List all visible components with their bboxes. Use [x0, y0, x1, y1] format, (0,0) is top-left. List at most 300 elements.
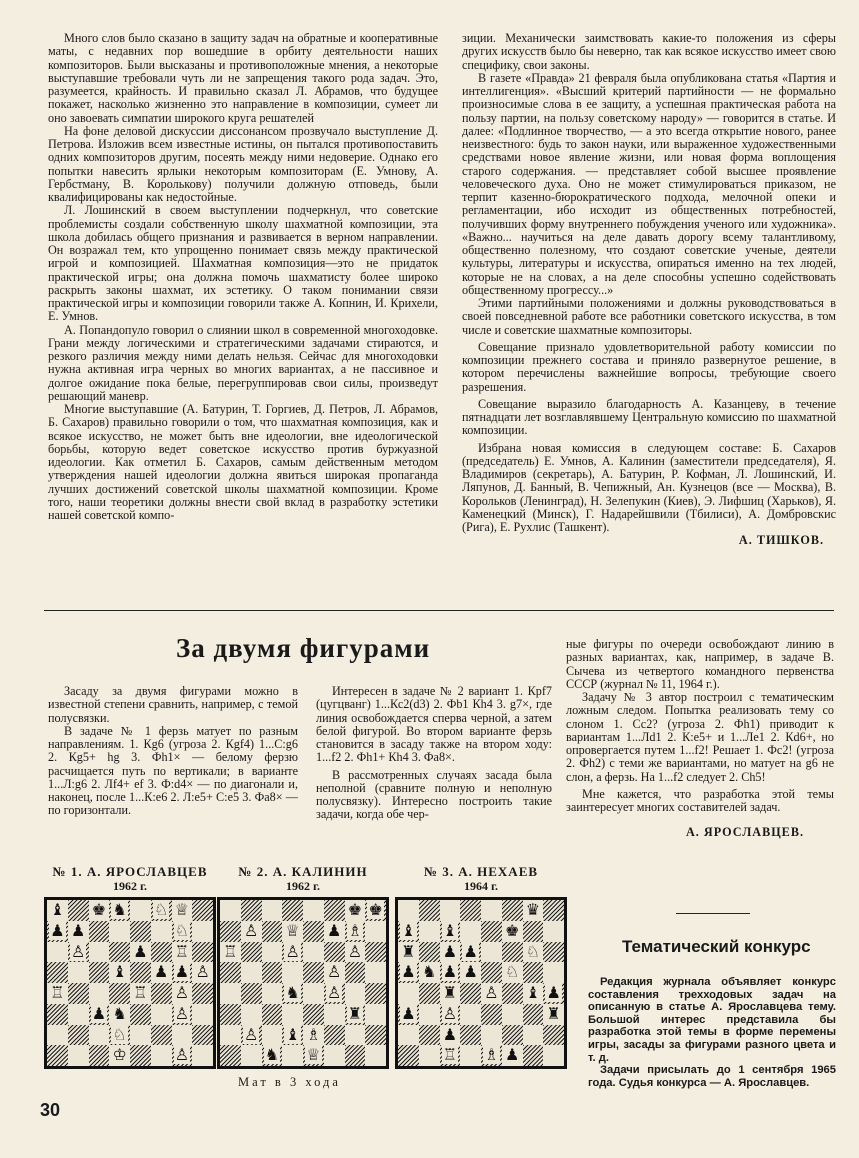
diagram-year: 1964 г.	[463, 879, 499, 893]
chess-piece-icon: ♜	[347, 1003, 363, 1023]
chess-piece-icon: ♙	[326, 983, 342, 1002]
board-square	[523, 900, 544, 921]
board-square	[151, 1025, 172, 1046]
board-square	[502, 921, 523, 942]
board-square	[365, 1025, 386, 1046]
section-divider	[44, 610, 834, 611]
chess-piece-icon: ♞	[264, 1045, 280, 1065]
board-square	[481, 1004, 502, 1025]
board-square	[440, 1045, 461, 1066]
board-square	[241, 942, 262, 963]
article-column-1	[48, 685, 298, 818]
board-square	[440, 983, 461, 1004]
board-square	[68, 942, 89, 963]
board-square	[47, 900, 68, 921]
board-square	[47, 921, 68, 942]
chess-piece-icon: ♚	[347, 900, 363, 919]
board-square	[460, 983, 481, 1004]
chess-piece-icon: ♛	[525, 900, 541, 919]
chess-piece-icon: ♝	[442, 920, 458, 940]
board-square	[440, 900, 461, 921]
chess-piece-icon: ♙	[174, 983, 190, 1002]
chess-piece-icon: ♟	[326, 920, 342, 940]
board-square	[109, 921, 130, 942]
chess-piece-icon: ♞	[112, 1003, 127, 1023]
board-square	[241, 1045, 262, 1066]
board-square	[241, 1025, 262, 1046]
chess-piece-icon: ♟	[442, 962, 458, 982]
diagram-year: 1962 г.	[285, 879, 321, 893]
board-square	[543, 1045, 564, 1066]
chess-piece-icon: ♚	[368, 900, 383, 919]
chess-piece-icon: ♝	[285, 1024, 300, 1044]
chess-piece-icon: ♙	[285, 941, 300, 961]
board-square	[47, 1004, 68, 1025]
board-square	[192, 1004, 213, 1025]
board-square	[151, 983, 172, 1004]
chess-piece-icon: ♝	[50, 900, 65, 919]
board-square	[130, 921, 151, 942]
article-column-3	[566, 638, 834, 840]
board-square	[419, 921, 440, 942]
board-square	[192, 962, 213, 983]
board-square	[109, 1045, 130, 1066]
chess-piece-icon: ♘	[525, 941, 541, 961]
board-square	[502, 1025, 523, 1046]
board-square	[241, 1004, 262, 1025]
paragraph: В рассмотренных случаях засада была неполной (сравните полную и неполную полусвязку). Интересно построить такие задачи, когда обе чер-	[316, 767, 552, 822]
board-square	[460, 1045, 481, 1066]
chess-piece-icon: ♘	[153, 900, 169, 919]
board-square	[345, 1045, 366, 1066]
board-square	[89, 962, 110, 983]
board-square	[460, 1025, 481, 1046]
board-square	[324, 1004, 345, 1025]
paragraph: Многие выступавшие (А. Батурин, Т. Горгиев, Д. Петров, Л. Абрамов, Б. Сахаров) правильно говорили о том, что шахматная композиция, как и всякое искусство, не может быть вне идеологии, вне идеологической борьбы, которую ведет советское искусство против буржуазной идеологии. Как отметил Б. Сахаров, самым действенным методом утверждения нашей идеологии должна явиться широкая пропаганда лучших достижений советской школы шахматной композиции. Кроме того, наши теоретики должны внести свой вклад в разработку эстетики нашей советской компо-	[48, 402, 438, 522]
board-square	[220, 942, 241, 963]
board-square	[365, 962, 386, 983]
chess-piece-icon: ♕	[174, 900, 190, 919]
chess-piece-icon: ♙	[70, 941, 86, 961]
board-square	[192, 1045, 213, 1066]
board-square	[241, 921, 262, 942]
board-square	[47, 1025, 68, 1046]
chess-board	[217, 897, 389, 1069]
board-square	[109, 1004, 130, 1025]
board-square	[130, 1025, 151, 1046]
paragraph: Много слов было сказано в защиту задач на обратные и кооперативные маты, с недавних пор вошедшие в орбиту деятельности наших композиторов. Были высказаны и противоположные мнения, а некоторые выступавшие требовали чуть ли не запрещения такого рода задач. Это, разумеется, крайность. И правильно сказал Л. Абрамов, что будущее покажет, насколько жизненно это направление в композиции, сумеет ли оно завоевать симпатии широкого круга решателей	[48, 31, 438, 125]
board-square	[460, 900, 481, 921]
paragraph: Избрана новая комиссия в следующем составе: Б. Сахаров (председатель) Е. Умнов, А. Калинин (заместители председателя), Я. Владимиров (секретарь), А. Батурин, Р. Кофман, Л. Лошинский, И. Ляпунов, Д. Банный, В. Чепижный, Ан. Кузнецов (все — Москва), В. Корольков (Ленинград), Н. Зелепукин (Киев), Э. Лифшиц (Харьков), Я. Каменецкий (Минск), Г. Надарейшвили (Тбилиси), А. Домбровскис (Рига), Е. Рухлис (Ташкент).	[462, 440, 836, 534]
board-square	[345, 921, 366, 942]
board-square	[365, 1045, 386, 1066]
board-square	[282, 942, 303, 963]
board-square	[324, 983, 345, 1004]
chess-piece-icon: ♝	[525, 983, 541, 1002]
chess-piece-icon: ♙	[243, 1024, 259, 1044]
board-square	[398, 983, 419, 1004]
board-square	[262, 1045, 283, 1066]
board-square	[109, 983, 130, 1004]
board-square	[282, 1025, 303, 1046]
chess-piece-icon: ♞	[421, 962, 437, 982]
chess-piece-icon: ♟	[50, 920, 65, 940]
board-square	[109, 942, 130, 963]
chess-piece-icon: ♚	[91, 900, 107, 919]
board-square	[172, 1025, 193, 1046]
board-square	[543, 1025, 564, 1046]
board-square	[543, 921, 564, 942]
board-square	[365, 1004, 386, 1025]
board-square	[68, 921, 89, 942]
chess-piece-icon: ♙	[442, 1003, 458, 1023]
board-square	[220, 1004, 241, 1025]
chess-board	[44, 897, 216, 1069]
board-square	[398, 921, 419, 942]
board-square	[502, 900, 523, 921]
board-square	[220, 962, 241, 983]
chess-piece-icon: ♕	[285, 920, 300, 940]
article-title: За двумя фигурами	[176, 633, 431, 663]
paragraph: Редакция журнала объявляет конкурс составления трехходовых задач на описанную в статье А. Ярославцева тему. Большой интерес представила бы разработка этой темы в форме перемены игры, засады за фигурами разного цвета и т. д.	[588, 976, 836, 1064]
board-square	[324, 1045, 345, 1066]
board-square	[345, 962, 366, 983]
board-square	[130, 962, 151, 983]
board-square	[398, 962, 419, 983]
article-column-2	[316, 685, 552, 822]
board-square	[460, 1004, 481, 1025]
board-square	[172, 1045, 193, 1066]
board-square	[523, 1045, 544, 1066]
board-square	[345, 942, 366, 963]
paragraph: Совещание признало удовлетворительной работу комиссии по композиции прежнего состава и приняло развернутое решение, в котором перечислены важнейшие вопросы, требующие своего разрешения.	[462, 339, 836, 394]
board-square	[303, 962, 324, 983]
board-square	[68, 1004, 89, 1025]
board-square	[419, 1004, 440, 1025]
board-square	[220, 1025, 241, 1046]
chess-piece-icon: ♟	[133, 941, 148, 961]
chess-piece-icon: ♟	[504, 1045, 520, 1065]
board-square	[282, 900, 303, 921]
chess-piece-icon: ♘	[174, 920, 190, 940]
chess-piece-icon: ♚	[504, 920, 520, 940]
board-square	[345, 1025, 366, 1046]
diagram-year: 1962 г.	[112, 879, 148, 893]
paragraph: Задачу № 3 автор построил с тематическим ложным следом. Попытка реализовать тему со слоном 1. Сс2? (угроза 2. Фh1) приводит к вариантам 1...Лd1 2. К:е5+ и 1...Ле1 2. Кd6+, но опровергается путем 1...f2! Решает 1. Фс2! (угроза 2. Фh2) с теми же вариантами, но матует на g6 не слон, а ферзь. На 1...f2 следует 2. Сh5!	[566, 690, 834, 784]
chess-piece-icon: ♟	[401, 962, 416, 982]
chess-piece-icon: ♙	[174, 1003, 190, 1023]
board-square	[502, 1004, 523, 1025]
page-number: 30	[40, 1100, 61, 1120]
board-square	[324, 1025, 345, 1046]
board-square	[109, 900, 130, 921]
chess-diagram-3	[395, 864, 567, 1069]
board-square	[282, 962, 303, 983]
board-square	[130, 983, 151, 1004]
chess-piece-icon: ♟	[174, 962, 190, 982]
divider	[676, 913, 750, 914]
board-square	[460, 962, 481, 983]
chess-piece-icon: ♝	[112, 962, 127, 982]
board-square	[89, 900, 110, 921]
board-square	[47, 942, 68, 963]
board-square	[130, 1004, 151, 1025]
article-signature: А. ЯРОСЛАВЦЕВ.	[686, 825, 804, 840]
board-square	[419, 1025, 440, 1046]
chess-piece-icon: ♙	[174, 1045, 190, 1065]
board-square	[220, 1045, 241, 1066]
board-square	[68, 1025, 89, 1046]
board-square	[419, 983, 440, 1004]
chess-piece-icon: ♝	[401, 920, 416, 940]
board-square	[419, 942, 440, 963]
board-square	[303, 921, 324, 942]
chess-piece-icon: ♟	[401, 1003, 416, 1023]
chess-diagram-2	[217, 864, 389, 1069]
board-square	[481, 942, 502, 963]
board-square	[523, 1025, 544, 1046]
board-square	[262, 942, 283, 963]
chess-piece-icon: ♙	[326, 962, 342, 982]
board-square	[89, 983, 110, 1004]
board-square	[220, 921, 241, 942]
chess-piece-icon: ♟	[153, 962, 169, 982]
board-square	[130, 942, 151, 963]
chess-piece-icon: ♟	[546, 983, 561, 1002]
diagrams-stipulation: Мат в 3 хода	[238, 1075, 341, 1089]
board-square	[192, 983, 213, 1004]
board-square	[130, 1045, 151, 1066]
board-square	[481, 983, 502, 1004]
board-square	[192, 942, 213, 963]
paragraph: Совещание выразило благодарность А. Казанцеву, в течение пятнадцати лет возглавлявшему Центральную комиссию по шахматной композиции.	[462, 396, 836, 438]
board-square	[502, 962, 523, 983]
board-square	[172, 921, 193, 942]
board-square	[68, 1045, 89, 1066]
board-square	[192, 900, 213, 921]
board-square	[440, 1025, 461, 1046]
top-right-column	[462, 32, 836, 548]
board-square	[419, 1045, 440, 1066]
board-square	[241, 962, 262, 983]
board-square	[303, 942, 324, 963]
paragraph: На фоне деловой дискуссии диссонансом прозвучало выступление Д. Петрова. Изложив всем известные истины, он пытался противопоставить одних композиторов другим, посеять между ними недоверие. Однако его попытки навесить ярлыки некоторым композиторам (Е. Умнову, А. Гербстману, В. Корольковy) получили должную отповедь, были квалифицированы как недостойные.	[48, 123, 438, 204]
board-square	[398, 900, 419, 921]
board-square	[282, 1045, 303, 1066]
board-square	[192, 1025, 213, 1046]
board-square	[262, 921, 283, 942]
chess-piece-icon: ♜	[401, 941, 416, 961]
chess-piece-icon: ♖	[223, 941, 238, 961]
board-square	[262, 983, 283, 1004]
contest-title: Тематический конкурс	[622, 937, 811, 956]
board-square	[68, 983, 89, 1004]
board-square	[282, 983, 303, 1004]
board-square	[481, 921, 502, 942]
board-square	[481, 1025, 502, 1046]
board-square	[89, 921, 110, 942]
board-square	[365, 942, 386, 963]
board-square	[365, 983, 386, 1004]
board-square	[89, 942, 110, 963]
diagram-caption: № 3. А. НЕХАЕВ	[423, 864, 539, 879]
board-square	[262, 900, 283, 921]
board-square	[440, 1004, 461, 1025]
paragraph: Задачи присылать до 1 сентября 1965 года. Судья конкурса — А. Ярославцев.	[588, 1064, 836, 1089]
chess-piece-icon: ♙	[347, 941, 363, 961]
board-square	[172, 900, 193, 921]
board-square	[324, 942, 345, 963]
board-square	[481, 962, 502, 983]
chess-piece-icon: ♙	[195, 962, 210, 982]
chess-piece-icon: ♗	[484, 1045, 499, 1065]
board-square	[172, 962, 193, 983]
board-square	[502, 983, 523, 1004]
chess-board	[395, 897, 567, 1069]
board-square	[523, 942, 544, 963]
board-square	[543, 942, 564, 963]
chess-piece-icon: ♜	[546, 1003, 561, 1023]
board-square	[303, 1004, 324, 1025]
board-square	[543, 983, 564, 1004]
top-left-column	[48, 32, 438, 522]
board-square	[440, 962, 461, 983]
diagram-caption: № 1. А. ЯРОСЛАВЦЕВ	[52, 864, 208, 879]
board-square	[324, 900, 345, 921]
board-square	[365, 900, 386, 921]
paragraph: Интересен в задаче № 2 вариант 1. Кpf7 (цугцванг) 1...Кс2(d3) 2. Фb1 Кh4 3. g7×, где линия освобождается сперва черной, а затем белой фигурой. Во втором варианте ферзь становится в засаду также на втором ходу: 1...f2 2. Фh1+ Кh4 3. Фа8×.	[316, 684, 552, 765]
chess-piece-icon: ♔	[112, 1045, 127, 1065]
board-square	[192, 921, 213, 942]
chess-piece-icon: ♖	[442, 1045, 458, 1065]
chess-piece-icon: ♟	[442, 941, 458, 961]
chess-piece-icon: ♟	[463, 962, 478, 982]
paragraph: Мне кажется, что разработка этой темы заинтересует многих составителей задач.	[566, 786, 834, 814]
board-square	[398, 1025, 419, 1046]
board-square	[502, 942, 523, 963]
board-square	[345, 900, 366, 921]
board-square	[151, 1004, 172, 1025]
board-square	[220, 900, 241, 921]
board-square	[130, 900, 151, 921]
paragraph: ные фигуры по очереди освобождают линию в разных вариантах, как, например, в задаче В. Сычева из четвертого командного первенства СССР (журнал № 11, 1964 г.).	[566, 637, 834, 691]
board-square	[151, 962, 172, 983]
board-square	[89, 1045, 110, 1066]
board-square	[89, 1025, 110, 1046]
chess-piece-icon: ♖	[174, 941, 190, 961]
board-square	[481, 900, 502, 921]
board-square	[282, 1004, 303, 1025]
board-square	[502, 1045, 523, 1066]
paragraph: зиции. Механически заимствовать какие-то положения из сферы других искусств было бы неверно, так как всякое искусство имеет свою специфику, свои законы.	[462, 31, 836, 72]
board-square	[523, 1004, 544, 1025]
board-square	[523, 983, 544, 1004]
board-square	[398, 942, 419, 963]
board-square	[398, 1004, 419, 1025]
board-square	[151, 921, 172, 942]
chess-piece-icon: ♕	[306, 1045, 321, 1065]
chess-piece-icon: ♖	[50, 983, 65, 1002]
board-square	[303, 1025, 324, 1046]
paragraph: Л. Лошинский в своем выступлении подчеркнул, что советские проблемисты создали собственную школу шахматной композиции, эта школа добилась общего признания и развивается в верном направлении. Он возражал тем, кто упрощенно понимает связь между практической игрой и композицией. Шахматная композиция—это не придаток практической игры; она должна помочь шахматисту более широко раскрыть законы шахмат, их эстетику. О таком понимании связи практической игры и композиции говорили также А. Копнин, И. Крихели, Е. Умнов.	[48, 203, 438, 324]
chess-piece-icon: ♟	[70, 920, 86, 940]
chess-piece-icon: ♖	[133, 983, 148, 1002]
board-square	[262, 1004, 283, 1025]
paragraph: В газете «Правда» 21 февраля была опубликована статья «Партия и интеллигенция». «Высший критерий партийности — не формально произносимые слова в ее защиту, а успешная практическая работа на пользу партии, на пользу советскому народу» — говорится в статье. И далее: «Подлинное творчество, — а это всегда открытие нового, ранее неизвестного: будь то закон науки, или выраженное художественными средствами новое явление жизни, или новая форма воплощения старого содержания. — представляет собой высшее проявление человеческого духа. Оно не может стимулироваться приказом, не терпит казенно-бюрократического подхода, мелочной опеки и регламентации, ибо исходит из общественных потребностей, получивших форму внутреннего побуждения ученого или художника». «Важно... научиться на деле давать дорогу всему талантливому, общественно полезному, что создают советские ученые, деятели культуры, литературы и искусства, опираться именно на тех людей, которые не на словах, а на деле способны успешно содействовать общественному прогрессу...»	[462, 70, 836, 297]
board-square	[398, 1045, 419, 1066]
board-square	[109, 1025, 130, 1046]
board-square	[543, 1004, 564, 1025]
board-square	[365, 921, 386, 942]
chess-piece-icon: ♙	[484, 983, 499, 1002]
board-square	[172, 942, 193, 963]
chess-piece-icon: ♟	[463, 941, 478, 961]
chess-piece-icon: ♙	[243, 920, 259, 940]
board-square	[324, 921, 345, 942]
chess-piece-icon: ♜	[442, 983, 458, 1002]
board-square	[440, 921, 461, 942]
paragraph: Этими партийными положениями и должны руководствоваться в своей повседневной работе все работники советского искусства, в том числе и советские шахматные композиторы.	[462, 296, 836, 337]
top-signature: А. ТИШКОВ.	[738, 533, 824, 548]
board-square	[543, 900, 564, 921]
chess-piece-icon: ♘	[112, 1024, 127, 1044]
chess-piece-icon: ♗	[306, 1024, 321, 1044]
board-square	[172, 1004, 193, 1025]
board-square	[47, 983, 68, 1004]
board-square	[68, 900, 89, 921]
chess-piece-icon: ♗	[347, 920, 363, 940]
board-square	[172, 983, 193, 1004]
board-square	[345, 1004, 366, 1025]
board-square	[241, 983, 262, 1004]
board-square	[481, 1045, 502, 1066]
chess-piece-icon: ♞	[285, 983, 300, 1002]
chess-piece-icon: ♞	[112, 900, 127, 919]
board-square	[324, 962, 345, 983]
board-square	[109, 962, 130, 983]
board-square	[460, 921, 481, 942]
board-square	[460, 942, 481, 963]
board-square	[303, 900, 324, 921]
paragraph: Засаду за двумя фигурами можно в известной степени сравнить, например, с темой полусвязки.	[48, 684, 298, 725]
board-square	[303, 1045, 324, 1066]
board-square	[151, 900, 172, 921]
board-square	[282, 921, 303, 942]
board-square	[68, 962, 89, 983]
board-square	[151, 942, 172, 963]
board-square	[220, 983, 241, 1004]
chess-piece-icon: ♟	[91, 1003, 107, 1023]
board-square	[419, 900, 440, 921]
chess-piece-icon: ♘	[504, 962, 520, 982]
board-square	[440, 942, 461, 963]
contest-announcement	[588, 976, 836, 1089]
board-square	[262, 1025, 283, 1046]
board-square	[47, 1045, 68, 1066]
board-square	[151, 1045, 172, 1066]
board-square	[47, 962, 68, 983]
board-square	[262, 962, 283, 983]
paragraph: А. Попандопуло говорил о слиянии школ в современной многоходовке. Грани между логическими и стратегическими задачами стираются, и резкого различия между ними делать нельзя. Сейчас для многоходовки нужна активная игра черных во многих вариантах, а не пассивное и долгое ожидание пока белые, перегруппировав свои силы, произведут решающий маневр.	[48, 322, 438, 403]
board-square	[89, 1004, 110, 1025]
board-square	[303, 983, 324, 1004]
paragraph: В задаче № 1 ферзь матует по разным направлениям. 1. Кg6 (угроза 2. Кgf4) 1...С:g6 2. Кg5+ hg 3. Фh1× — белому ферзю расчищается путь по вертикали; в варианте 1...Л:g6 2. Лf4+ ef 3. Ф:d4× — по диагонали и, наконец, после 1...К:е6 2. Л:е5+ С:е5 3. Фа8× — по горизонтали.	[48, 723, 298, 818]
board-square	[419, 962, 440, 983]
chess-piece-icon: ♟	[442, 1024, 458, 1044]
board-square	[523, 921, 544, 942]
board-square	[543, 962, 564, 983]
board-square	[241, 900, 262, 921]
